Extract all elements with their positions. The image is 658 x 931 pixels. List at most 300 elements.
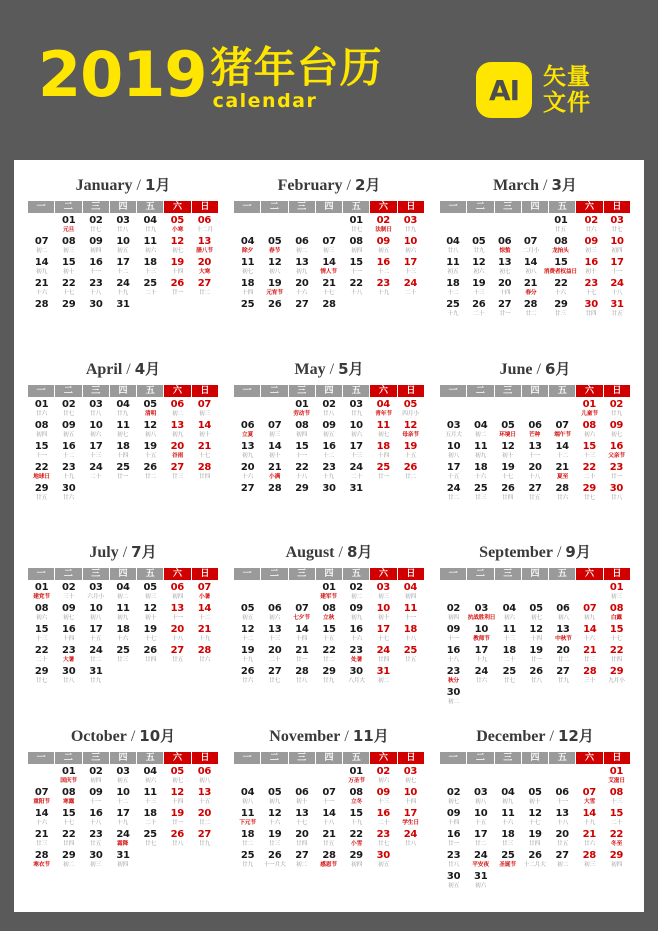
day-cell[interactable] <box>397 279 424 299</box>
day-cell[interactable] <box>82 851 109 871</box>
day-cell[interactable] <box>55 646 82 666</box>
day-cell[interactable] <box>494 830 521 850</box>
day-cell[interactable] <box>315 237 342 257</box>
day-cell[interactable] <box>164 830 191 850</box>
day-cell[interactable] <box>288 667 315 687</box>
day-cell[interactable] <box>55 830 82 850</box>
day-cell[interactable] <box>343 258 370 278</box>
day-cell[interactable] <box>261 300 288 320</box>
day-cell[interactable] <box>137 442 164 462</box>
day-cell[interactable] <box>234 625 261 645</box>
day-cell[interactable] <box>466 300 492 320</box>
day-cell[interactable] <box>370 625 397 645</box>
day-cell[interactable] <box>578 258 604 278</box>
day-cell[interactable] <box>164 767 191 787</box>
day-cell[interactable] <box>234 463 261 483</box>
day-cell[interactable] <box>28 851 55 871</box>
day-cell[interactable] <box>109 442 136 462</box>
day-cell[interactable] <box>603 625 630 645</box>
day-cell[interactable] <box>55 667 82 687</box>
day-cell[interactable] <box>343 400 370 420</box>
day-cell[interactable] <box>288 258 315 278</box>
day-cell[interactable] <box>288 646 315 666</box>
day-cell[interactable] <box>603 400 630 420</box>
day-cell[interactable] <box>467 851 494 871</box>
day-cell[interactable] <box>370 583 397 603</box>
day-cell[interactable] <box>82 421 109 441</box>
day-cell[interactable] <box>261 625 288 645</box>
day-cell[interactable] <box>397 788 424 808</box>
day-cell[interactable] <box>576 646 603 666</box>
day-cell[interactable] <box>109 216 136 236</box>
day-cell[interactable] <box>440 484 467 504</box>
day-cell[interactable] <box>440 646 467 666</box>
day-cell[interactable] <box>343 583 370 603</box>
day-cell[interactable] <box>82 258 109 278</box>
day-cell[interactable] <box>164 216 191 236</box>
day-cell[interactable] <box>603 484 630 504</box>
day-cell[interactable] <box>261 237 288 257</box>
day-cell[interactable] <box>494 463 521 483</box>
day-cell[interactable] <box>164 279 191 299</box>
day-cell[interactable] <box>28 300 55 320</box>
day-cell[interactable] <box>109 646 136 666</box>
day-cell[interactable] <box>55 583 82 603</box>
day-cell[interactable] <box>397 767 424 787</box>
day-cell[interactable] <box>521 830 548 850</box>
day-cell[interactable] <box>521 442 548 462</box>
day-cell[interactable] <box>82 400 109 420</box>
day-cell[interactable] <box>440 788 467 808</box>
day-cell[interactable] <box>315 625 342 645</box>
day-cell[interactable] <box>191 767 218 787</box>
day-cell[interactable] <box>315 809 342 829</box>
day-cell[interactable] <box>234 646 261 666</box>
day-cell[interactable] <box>518 279 544 299</box>
day-cell[interactable] <box>467 667 496 687</box>
day-cell[interactable] <box>234 667 261 687</box>
day-cell[interactable] <box>137 463 164 483</box>
day-cell[interactable] <box>82 300 109 320</box>
day-cell[interactable] <box>234 604 261 624</box>
day-cell[interactable] <box>82 667 109 687</box>
day-cell[interactable] <box>28 484 55 504</box>
day-cell[interactable] <box>288 604 315 624</box>
day-cell[interactable] <box>315 442 342 462</box>
day-cell[interactable] <box>466 258 492 278</box>
day-cell[interactable] <box>191 279 218 299</box>
day-cell[interactable] <box>137 216 164 236</box>
day-cell[interactable] <box>261 442 288 462</box>
day-cell[interactable] <box>191 237 218 257</box>
day-cell[interactable] <box>164 809 191 829</box>
day-cell[interactable] <box>28 258 55 278</box>
day-cell[interactable] <box>164 625 191 645</box>
day-cell[interactable] <box>234 484 261 504</box>
day-cell[interactable] <box>109 851 136 871</box>
day-cell[interactable] <box>343 788 370 808</box>
day-cell[interactable] <box>137 767 164 787</box>
day-cell[interactable] <box>191 788 218 808</box>
day-cell[interactable] <box>343 237 370 257</box>
day-cell[interactable] <box>28 237 55 257</box>
day-cell[interactable] <box>550 625 577 645</box>
day-cell[interactable] <box>109 279 136 299</box>
day-cell[interactable] <box>440 421 467 441</box>
day-cell[interactable] <box>578 216 604 236</box>
day-cell[interactable] <box>343 767 370 787</box>
day-cell[interactable] <box>370 216 397 236</box>
day-cell[interactable] <box>288 442 315 462</box>
day-cell[interactable] <box>261 646 288 666</box>
day-cell[interactable] <box>137 809 164 829</box>
day-cell[interactable] <box>494 809 521 829</box>
day-cell[interactable] <box>343 604 370 624</box>
day-cell[interactable] <box>397 830 424 850</box>
day-cell[interactable] <box>164 400 191 420</box>
day-cell[interactable] <box>28 625 55 645</box>
day-cell[interactable] <box>523 667 550 687</box>
day-cell[interactable] <box>109 258 136 278</box>
day-cell[interactable] <box>576 830 603 850</box>
day-cell[interactable] <box>55 809 82 829</box>
day-cell[interactable] <box>82 279 109 299</box>
day-cell[interactable] <box>315 484 342 504</box>
day-cell[interactable] <box>315 646 342 666</box>
day-cell[interactable] <box>343 279 370 299</box>
day-cell[interactable] <box>343 442 370 462</box>
day-cell[interactable] <box>55 625 82 645</box>
day-cell[interactable] <box>397 809 424 829</box>
day-cell[interactable] <box>440 258 466 278</box>
day-cell[interactable] <box>82 442 109 462</box>
day-cell[interactable] <box>55 258 82 278</box>
day-cell[interactable] <box>109 421 136 441</box>
day-cell[interactable] <box>288 421 315 441</box>
day-cell[interactable] <box>82 463 109 483</box>
day-cell[interactable] <box>109 237 136 257</box>
day-cell[interactable] <box>370 788 397 808</box>
day-cell[interactable] <box>576 400 603 420</box>
day-cell[interactable] <box>397 583 424 603</box>
day-cell[interactable] <box>55 851 82 871</box>
day-cell[interactable] <box>164 463 191 483</box>
day-cell[interactable] <box>521 463 548 483</box>
day-cell[interactable] <box>234 788 261 808</box>
day-cell[interactable] <box>164 604 191 624</box>
day-cell[interactable] <box>315 279 342 299</box>
day-cell[interactable] <box>28 400 55 420</box>
day-cell[interactable] <box>288 788 315 808</box>
day-cell[interactable] <box>28 667 55 687</box>
day-cell[interactable] <box>109 625 136 645</box>
day-cell[interactable] <box>549 463 576 483</box>
day-cell[interactable] <box>55 300 82 320</box>
day-cell[interactable] <box>467 646 496 666</box>
day-cell[interactable] <box>397 625 424 645</box>
day-cell[interactable] <box>191 442 218 462</box>
day-cell[interactable] <box>343 463 370 483</box>
day-cell[interactable] <box>467 442 494 462</box>
day-cell[interactable] <box>288 809 315 829</box>
day-cell[interactable] <box>397 442 424 462</box>
day-cell[interactable] <box>288 279 315 299</box>
day-cell[interactable] <box>137 788 164 808</box>
day-cell[interactable] <box>543 237 578 257</box>
day-cell[interactable] <box>82 604 109 624</box>
day-cell[interactable] <box>518 237 544 257</box>
day-cell[interactable] <box>137 279 164 299</box>
day-cell[interactable] <box>492 237 518 257</box>
day-cell[interactable] <box>492 258 518 278</box>
day-cell[interactable] <box>109 463 136 483</box>
day-cell[interactable] <box>109 767 136 787</box>
day-cell[interactable] <box>466 237 492 257</box>
day-cell[interactable] <box>576 463 603 483</box>
day-cell[interactable] <box>467 421 494 441</box>
day-cell[interactable] <box>549 442 576 462</box>
day-cell[interactable] <box>55 484 82 504</box>
day-cell[interactable] <box>55 463 82 483</box>
day-cell[interactable] <box>28 830 55 850</box>
day-cell[interactable] <box>191 625 218 645</box>
day-cell[interactable] <box>604 300 630 320</box>
day-cell[interactable] <box>288 484 315 504</box>
day-cell[interactable] <box>494 484 521 504</box>
day-cell[interactable] <box>28 421 55 441</box>
day-cell[interactable] <box>543 279 578 299</box>
day-cell[interactable] <box>191 809 218 829</box>
day-cell[interactable] <box>28 646 55 666</box>
day-cell[interactable] <box>521 809 548 829</box>
day-cell[interactable] <box>440 809 467 829</box>
day-cell[interactable] <box>576 604 603 624</box>
day-cell[interactable] <box>315 258 342 278</box>
day-cell[interactable] <box>370 830 397 850</box>
day-cell[interactable] <box>109 300 136 320</box>
day-cell[interactable] <box>370 237 397 257</box>
day-cell[interactable] <box>550 604 577 624</box>
day-cell[interactable] <box>288 830 315 850</box>
day-cell[interactable] <box>261 851 288 871</box>
day-cell[interactable] <box>343 809 370 829</box>
day-cell[interactable] <box>261 463 288 483</box>
day-cell[interactable] <box>603 646 630 666</box>
day-cell[interactable] <box>343 851 370 871</box>
day-cell[interactable] <box>164 646 191 666</box>
day-cell[interactable] <box>234 300 261 320</box>
day-cell[interactable] <box>466 279 492 299</box>
day-cell[interactable] <box>496 625 523 645</box>
day-cell[interactable] <box>82 583 109 603</box>
day-cell[interactable] <box>82 809 109 829</box>
day-cell[interactable] <box>109 830 136 850</box>
day-cell[interactable] <box>261 604 288 624</box>
day-cell[interactable] <box>550 646 577 666</box>
day-cell[interactable] <box>603 463 630 483</box>
day-cell[interactable] <box>55 604 82 624</box>
day-cell[interactable] <box>343 216 370 236</box>
day-cell[interactable] <box>343 830 370 850</box>
day-cell[interactable] <box>397 400 424 420</box>
day-cell[interactable] <box>440 667 467 687</box>
day-cell[interactable] <box>137 646 164 666</box>
day-cell[interactable] <box>603 604 630 624</box>
day-cell[interactable] <box>261 809 288 829</box>
day-cell[interactable] <box>234 237 261 257</box>
day-cell[interactable] <box>191 400 218 420</box>
day-cell[interactable] <box>604 279 630 299</box>
day-cell[interactable] <box>370 442 397 462</box>
day-cell[interactable] <box>137 625 164 645</box>
day-cell[interactable] <box>467 604 496 624</box>
day-cell[interactable] <box>55 767 82 787</box>
day-cell[interactable] <box>578 279 604 299</box>
day-cell[interactable] <box>397 646 424 666</box>
day-cell[interactable] <box>543 216 578 236</box>
day-cell[interactable] <box>82 646 109 666</box>
day-cell[interactable] <box>191 216 218 236</box>
day-cell[interactable] <box>440 279 466 299</box>
day-cell[interactable] <box>467 788 494 808</box>
day-cell[interactable] <box>523 625 550 645</box>
day-cell[interactable] <box>370 400 397 420</box>
day-cell[interactable] <box>288 463 315 483</box>
day-cell[interactable] <box>55 421 82 441</box>
day-cell[interactable] <box>315 300 342 320</box>
day-cell[interactable] <box>55 442 82 462</box>
day-cell[interactable] <box>82 237 109 257</box>
day-cell[interactable] <box>315 421 342 441</box>
day-cell[interactable] <box>397 237 424 257</box>
day-cell[interactable] <box>109 788 136 808</box>
day-cell[interactable] <box>261 258 288 278</box>
day-cell[interactable] <box>82 830 109 850</box>
day-cell[interactable] <box>440 625 467 645</box>
day-cell[interactable] <box>549 809 576 829</box>
day-cell[interactable] <box>440 830 467 850</box>
day-cell[interactable] <box>440 688 467 708</box>
day-cell[interactable] <box>494 421 521 441</box>
day-cell[interactable] <box>397 421 424 441</box>
day-cell[interactable] <box>343 484 370 504</box>
day-cell[interactable] <box>603 788 630 808</box>
day-cell[interactable] <box>191 583 218 603</box>
day-cell[interactable] <box>494 442 521 462</box>
day-cell[interactable] <box>370 421 397 441</box>
day-cell[interactable] <box>137 604 164 624</box>
day-cell[interactable] <box>234 258 261 278</box>
day-cell[interactable] <box>440 300 466 320</box>
day-cell[interactable] <box>543 258 578 278</box>
day-cell[interactable] <box>549 851 576 871</box>
day-cell[interactable] <box>315 400 342 420</box>
day-cell[interactable] <box>315 604 342 624</box>
day-cell[interactable] <box>521 788 548 808</box>
day-cell[interactable] <box>137 258 164 278</box>
day-cell[interactable] <box>523 646 550 666</box>
day-cell[interactable] <box>137 237 164 257</box>
day-cell[interactable] <box>440 463 467 483</box>
day-cell[interactable] <box>576 667 603 687</box>
day-cell[interactable] <box>494 788 521 808</box>
day-cell[interactable] <box>28 788 55 808</box>
day-cell[interactable] <box>137 583 164 603</box>
day-cell[interactable] <box>191 830 218 850</box>
day-cell[interactable] <box>234 851 261 871</box>
day-cell[interactable] <box>467 463 494 483</box>
day-cell[interactable] <box>467 809 494 829</box>
day-cell[interactable] <box>55 237 82 257</box>
day-cell[interactable] <box>603 809 630 829</box>
day-cell[interactable] <box>576 788 603 808</box>
day-cell[interactable] <box>397 216 424 236</box>
day-cell[interactable] <box>604 258 630 278</box>
day-cell[interactable] <box>164 788 191 808</box>
day-cell[interactable] <box>261 421 288 441</box>
day-cell[interactable] <box>261 830 288 850</box>
day-cell[interactable] <box>370 667 397 687</box>
day-cell[interactable] <box>523 604 550 624</box>
day-cell[interactable] <box>315 667 342 687</box>
day-cell[interactable] <box>261 667 288 687</box>
day-cell[interactable] <box>109 583 136 603</box>
day-cell[interactable] <box>467 872 494 892</box>
day-cell[interactable] <box>234 442 261 462</box>
day-cell[interactable] <box>28 442 55 462</box>
day-cell[interactable] <box>315 583 342 603</box>
day-cell[interactable] <box>261 788 288 808</box>
day-cell[interactable] <box>55 400 82 420</box>
day-cell[interactable] <box>576 442 603 462</box>
day-cell[interactable] <box>288 400 315 420</box>
day-cell[interactable] <box>440 872 467 892</box>
day-cell[interactable] <box>576 484 603 504</box>
day-cell[interactable] <box>370 646 397 666</box>
day-cell[interactable] <box>315 463 342 483</box>
day-cell[interactable] <box>82 625 109 645</box>
day-cell[interactable] <box>492 279 518 299</box>
day-cell[interactable] <box>82 767 109 787</box>
day-cell[interactable] <box>496 604 523 624</box>
day-cell[interactable] <box>343 646 370 666</box>
day-cell[interactable] <box>315 788 342 808</box>
day-cell[interactable] <box>492 300 518 320</box>
day-cell[interactable] <box>549 788 576 808</box>
day-cell[interactable] <box>578 300 604 320</box>
day-cell[interactable] <box>137 421 164 441</box>
day-cell[interactable] <box>288 625 315 645</box>
day-cell[interactable] <box>370 851 397 871</box>
day-cell[interactable] <box>288 851 315 871</box>
day-cell[interactable] <box>164 258 191 278</box>
day-cell[interactable] <box>261 484 288 504</box>
day-cell[interactable] <box>191 258 218 278</box>
day-cell[interactable] <box>109 400 136 420</box>
day-cell[interactable] <box>28 809 55 829</box>
day-cell[interactable] <box>55 216 82 236</box>
day-cell[interactable] <box>191 463 218 483</box>
day-cell[interactable] <box>191 646 218 666</box>
day-cell[interactable] <box>576 851 603 871</box>
day-cell[interactable] <box>137 830 164 850</box>
day-cell[interactable] <box>578 237 604 257</box>
day-cell[interactable] <box>82 788 109 808</box>
day-cell[interactable] <box>440 851 467 871</box>
day-cell[interactable] <box>576 809 603 829</box>
day-cell[interactable] <box>603 667 630 687</box>
day-cell[interactable] <box>603 830 630 850</box>
